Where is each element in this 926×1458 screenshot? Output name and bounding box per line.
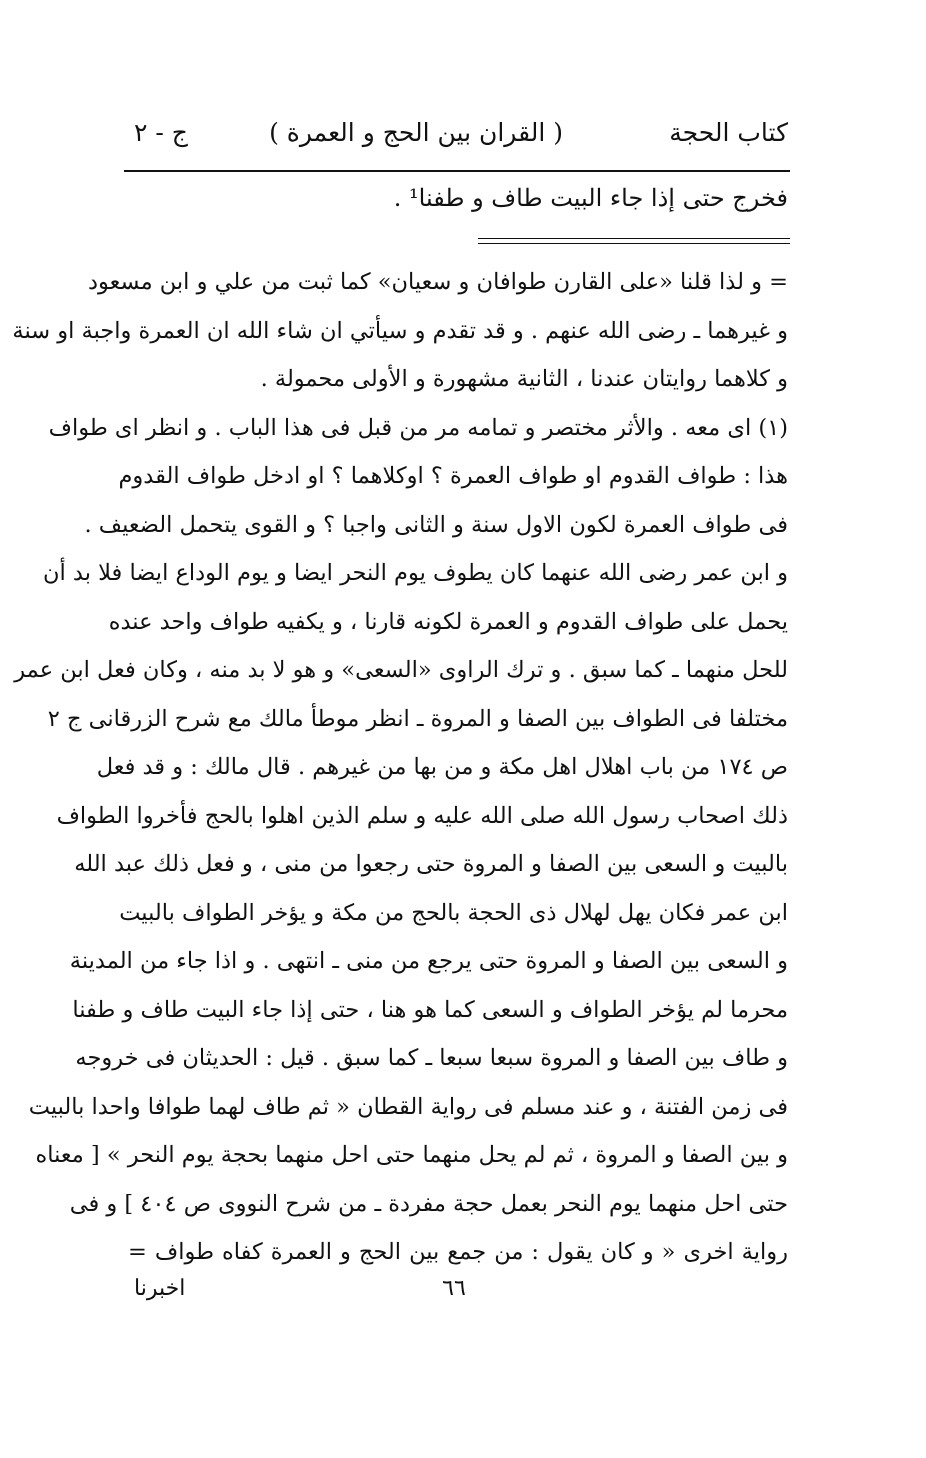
book-title: كتاب الحجة [669, 118, 788, 147]
header-rule [124, 170, 790, 172]
footnote-line: مختلفا فى الطواف بين الصفا و المروة ـ انظر موطأ مالك مع شرح الزرقانى ج ٢ [47, 705, 788, 732]
volume-number: ج - ٢ [134, 118, 188, 147]
footnote-line: للحل منهما ـ كما سبق . و ترك الراوى «السعى» و هو لا بد منه ، وكان فعل ابن عمر [14, 657, 788, 683]
footnote-separator [478, 238, 790, 239]
main-text: فخرج حتى إذا جاء البيت طاف و طفنا¹ . [393, 184, 788, 212]
footnote-line: محرما لم يؤخر الطواف و السعى كما هو هنا ، حتى إذا جاء البيت طاف و طفنا [72, 996, 788, 1023]
page-footer [120, 1276, 788, 1312]
footnote-line: فى طواف العمرة لكون الاول سنة و الثانى واجبا ؟ و القوى يتحمل الضعيف . [84, 511, 788, 538]
footnote-line: و السعى بين الصفا و المروة حتى يرجع من منى ـ انتهى . و اذا جاء من المدينة [69, 948, 788, 974]
footnote-line: رواية اخرى « و كان يقول : من جمع بين الحج و العمرة كفاه طواف = [128, 1239, 788, 1265]
catchword: اخبرنا [134, 1276, 186, 1301]
footnote-line: = و لذا قلنا «على القارن طوافان و سعيان» كما ثبت من علي و ابن مسعود [88, 269, 788, 295]
footnote-line: و ابن عمر رضى الله عنهما كان يطوف يوم النحر ايضا و يوم الوداع ايضا فلا بد أن [42, 560, 788, 586]
footnote-separator-second [478, 243, 790, 244]
chapter-title: ( القران بين الحج و العمرة ) [269, 118, 563, 147]
page-number: ٦٦ [442, 1276, 466, 1301]
footnote-line: بالبيت و السعى بين الصفا و المروة حتى رجعوا من منى ، و فعل ذلك عبد الله [74, 851, 788, 877]
footnote-line: ص ١٧٤ من باب اهلال اهل مكة و من بها من غيرهم . قال مالك : و قد فعل [96, 754, 788, 780]
footnotes [12, 258, 788, 1277]
footnote-line: و بين الصفا و المروة ، ثم لم يحل منهما حتى احل منهما بحجة يوم النحر » [ معناه [35, 1142, 788, 1168]
footnote-line: هذا : طواف القدوم او طواف العمرة ؟ اوكلاهما ؟ او ادخل طواف القدوم [118, 463, 788, 489]
footnote-line: فى زمن الفتنة ، و عند مسلم فى رواية القطان « ثم طاف لهما طوافا واحدا بالبيت [28, 1093, 788, 1120]
footnote-line: يحمل على طواف القدوم و العمرة لكونه قارنا ، و يكفيه طواف واحد عنده [108, 608, 788, 635]
running-header [120, 118, 788, 162]
footnote-line: و غيرهما ـ رضى الله عنهم . و قد تقدم و سيأتي ان شاء الله ان العمرة واجبة او سنة [12, 317, 788, 344]
footnote-line: و طاف بين الصفا و المروة سبعا سبعا ـ كما سبق . قيل : الحديثان فى خروجه [75, 1045, 788, 1071]
footnote-line: (١) اى معه . والأثر مختصر و تمامه مر من قبل فى هذا الباب . و انظر اى طواف [48, 414, 788, 441]
footnote-line: ابن عمر فكان يهل لهلال ذى الحجة بالحج من مكة و يؤخر الطواف بالبيت [119, 899, 788, 926]
footnote-line: و كلاهما روايتان عندنا ، الثانية مشهورة و الأولى محمولة . [260, 366, 788, 392]
footnote-line: حتى احل منهما يوم النحر بعمل حجة مفردة ـ من شرح النووى ص ٤٠٤ ] و فى [69, 1190, 788, 1217]
footnote-line: ذلك اصحاب رسول الله صلى الله عليه و سلم الذين اهلوا بالحج فأخروا الطواف [56, 802, 788, 829]
